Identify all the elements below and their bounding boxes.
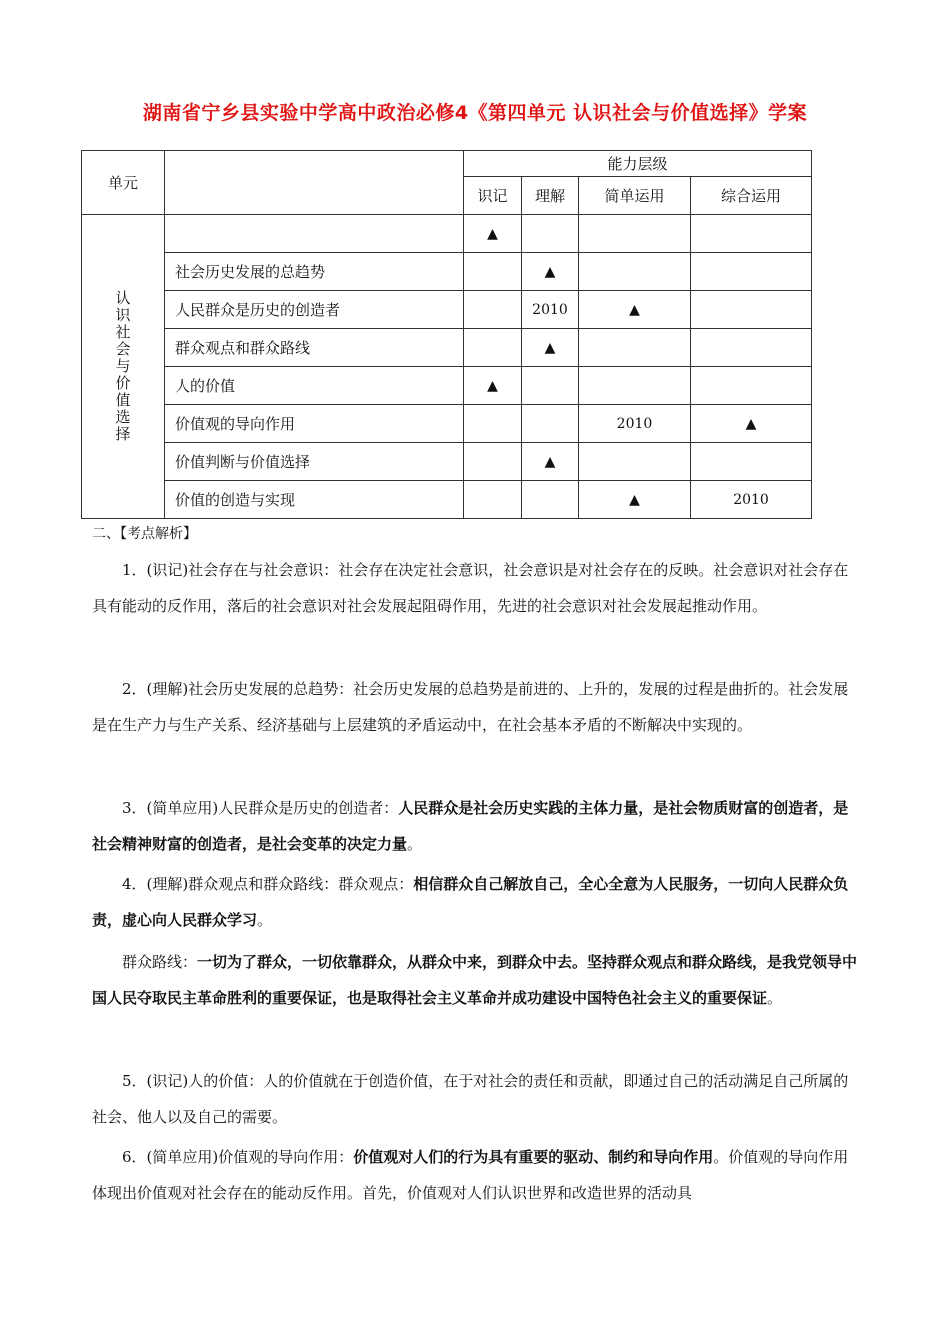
- table-row: [82, 481, 812, 519]
- ability-header: 能力层级: [464, 151, 812, 177]
- paragraph-text: 5．(识记)人的价值：人的价值就在于创造价值，在于对社会的责任和贡献，即通过自己的活动满足自己所属的社会、他人以及自己的需要。: [92, 1072, 849, 1126]
- level-cell: [579, 367, 691, 405]
- level-cell: 2010: [691, 481, 812, 519]
- level-cell: [579, 215, 691, 253]
- table-row: [82, 215, 812, 253]
- topic-cell: 人的价值: [165, 367, 464, 405]
- paragraph-bold-text: 人民群众是社会历史实践的主体力量，是社会物质财富的创造者，是社会精神财富的创造者，是社会变革的决定力量: [92, 799, 849, 853]
- level-cell: ▲: [464, 367, 522, 405]
- level-cell: ▲: [522, 253, 579, 291]
- topic-cell: 价值观的导向作用: [165, 405, 464, 443]
- level-cell: [691, 367, 812, 405]
- level-cell: [579, 329, 691, 367]
- level-cell: 2010: [579, 405, 691, 443]
- level-cell: ▲: [579, 481, 691, 519]
- paragraph-bold-text: 价值观对人们的行为具有重要的驱动、制约和导向作用: [353, 1148, 714, 1166]
- level-cell: [522, 367, 579, 405]
- table-row: [82, 253, 812, 291]
- level-cell: [691, 253, 812, 291]
- level-cell: [464, 443, 522, 481]
- level-header: 识记: [464, 177, 522, 215]
- level-cell: [464, 253, 522, 291]
- level-cell: [464, 291, 522, 329]
- level-cell: [464, 405, 522, 443]
- level-cell: [691, 215, 812, 253]
- topic-cell: 价值的创造与实现: [165, 481, 464, 519]
- level-header: 简单运用: [579, 177, 691, 215]
- table-row: [82, 443, 812, 481]
- table-row: [82, 329, 812, 367]
- paragraph-text: 2．(理解)社会历史发展的总趋势：社会历史发展的总趋势是前进的、上升的，发展的过程是曲折的。社会发展是在生产力与生产关系、经济基础与上层建筑的矛盾运动中，在社会基本矛盾的不断解决中实现的。: [92, 680, 849, 734]
- page-title: 湖南省宁乡县实验中学高中政治必修4《第四单元 认识社会与价值选择》学案: [142, 102, 808, 124]
- level-header: 理解: [522, 177, 579, 215]
- level-cell: [579, 253, 691, 291]
- topic-header: [165, 151, 464, 215]
- paragraph-text: 。: [407, 835, 423, 853]
- paragraph-text: 3．(简单应用)人民群众是历史的创造者：: [122, 799, 399, 817]
- level-cell: ▲: [691, 405, 812, 443]
- unit-header: 单元: [82, 151, 165, 215]
- level-cell: [691, 329, 812, 367]
- level-cell: [464, 481, 522, 519]
- level-cell: [579, 443, 691, 481]
- topic-cell: [165, 215, 464, 253]
- level-cell: [691, 443, 812, 481]
- table-row: [82, 367, 812, 405]
- paragraph-text: 群众路线：: [122, 953, 198, 971]
- unit-name-cell: [82, 215, 165, 519]
- paragraph-text: 。: [767, 989, 783, 1007]
- paragraph-text: 。: [257, 911, 273, 929]
- level-cell: 2010: [522, 291, 579, 329]
- paragraph-text: 。价值观的导向作用体现出价值观对社会存在的能动反作用。首先，价值观对人们认识世界和改造世界的活动具: [92, 1148, 849, 1202]
- unit-name: 认识社会与价值选择: [115, 289, 131, 443]
- table-row: [82, 291, 812, 329]
- level-cell: ▲: [579, 291, 691, 329]
- level-cell: [522, 405, 579, 443]
- paragraph-text: 1．(识记)社会存在与社会意识：社会存在决定社会意识，社会意识是对社会存在的反映。社会意识对社会存在具有能动的反作用，落后的社会意识对社会发展起阻碍作用，先进的社会意识对社会发展起推动作用。: [92, 561, 849, 615]
- topic-cell: 价值判断与价值选择: [165, 443, 464, 481]
- level-cell: ▲: [522, 443, 579, 481]
- paragraph-text: 4．(理解)群众观点和群众路线：群众观点：: [122, 875, 414, 893]
- level-cell: [522, 481, 579, 519]
- topic-cell: 社会历史发展的总趋势: [165, 253, 464, 291]
- paragraph-1: [92, 552, 862, 624]
- level-header: 综合运用: [691, 177, 812, 215]
- level-cell: ▲: [522, 329, 579, 367]
- topic-cell: 人民群众是历史的创造者: [165, 291, 464, 329]
- table-row: [82, 405, 812, 443]
- level-cell: ▲: [464, 215, 522, 253]
- paragraph-5: [92, 1063, 862, 1135]
- paragraph-4-mass-line: [92, 944, 862, 1016]
- level-cell: [522, 215, 579, 253]
- paragraph-bold-text: 相信群众自己解放自己，全心全意为人民服务，一切向人民群众负责，虚心向人民群众学习: [92, 875, 849, 929]
- paragraph-2: [92, 671, 862, 743]
- ability-table: [81, 150, 812, 519]
- level-cell: [464, 329, 522, 367]
- level-cell: [691, 291, 812, 329]
- paragraph-6: [92, 1139, 862, 1211]
- section-heading: 二、【考点解析】: [92, 526, 197, 542]
- paragraph-bold-text: 一切为了群众，一切依靠群众，从群众中来，到群众中去。坚持群众观点和群众路线，是我党领导中国人民夺取民主革命胜利的重要保证，也是取得社会主义革命并成功建设中国特色社会主义的重要保证: [92, 953, 858, 1007]
- topic-cell: 群众观点和群众路线: [165, 329, 464, 367]
- paragraph-text: 6．(简单应用)价值观的导向作用：: [122, 1148, 354, 1166]
- paragraph-4: [92, 866, 862, 938]
- paragraph-3: [92, 790, 862, 862]
